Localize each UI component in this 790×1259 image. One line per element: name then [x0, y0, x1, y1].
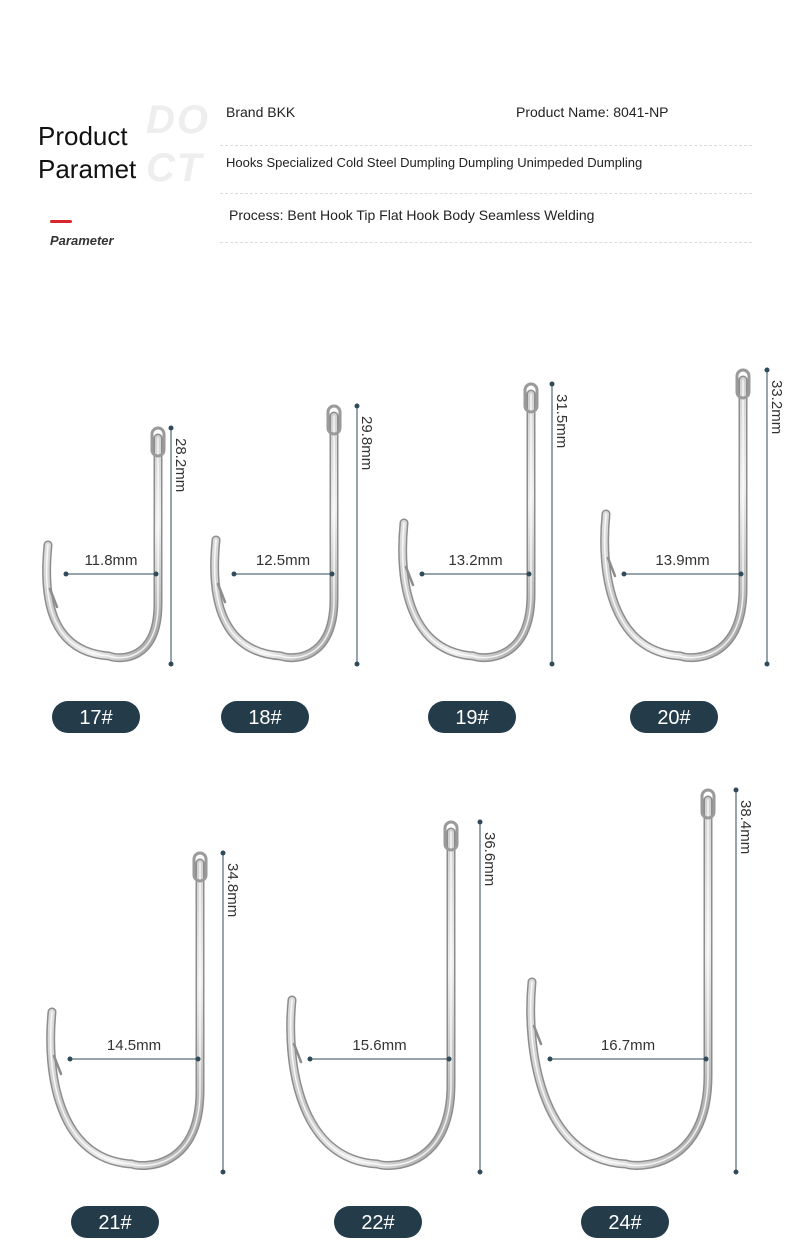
hook-1 — [47, 426, 189, 734]
length-dimension-end — [550, 382, 555, 387]
hook-3 — [403, 382, 570, 734]
hook-6 — [291, 820, 498, 1239]
hook-body — [403, 394, 531, 658]
hook-highlight — [51, 863, 200, 1166]
hook-highlight — [47, 438, 158, 658]
width-label: 13.2mm — [448, 552, 503, 569]
width-dimension-end — [68, 1057, 73, 1062]
hook-4 — [605, 368, 785, 734]
hook-7 — [531, 788, 754, 1239]
product-name-text: Product Name: 8041-NP — [516, 104, 669, 120]
width-dimension-end — [196, 1057, 201, 1062]
width-dimension-end — [622, 572, 627, 577]
length-dimension-end — [765, 662, 770, 667]
length-dimension-end — [169, 426, 174, 431]
width-label: 11.8mm — [84, 552, 138, 569]
width-dimension-end — [64, 572, 69, 577]
length-label: 36.6mm — [481, 832, 498, 887]
size-badge-label: 17# — [79, 707, 113, 729]
section-subtitle: Parameter — [50, 233, 114, 248]
hook-body — [605, 380, 743, 658]
hook-body — [215, 416, 334, 658]
hook-body — [531, 800, 708, 1165]
size-badge-label: 18# — [248, 707, 282, 729]
watermark-line2: CT — [146, 146, 204, 190]
hook-outline — [51, 863, 200, 1166]
length-dimension-end — [478, 820, 483, 825]
width-label: 16.7mm — [600, 1037, 656, 1054]
hook-outline — [47, 438, 158, 658]
hook-outline — [403, 394, 531, 658]
length-label: 33.2mm — [768, 380, 785, 435]
hook-highlight — [531, 800, 708, 1165]
length-dimension-end — [221, 1170, 226, 1175]
width-dimension-end — [739, 572, 744, 577]
hook-outline — [215, 416, 334, 658]
hook-body — [51, 863, 200, 1166]
hook-highlight — [291, 832, 451, 1165]
length-label: 29.8mm — [358, 416, 375, 471]
watermark-line1: DO — [146, 98, 210, 142]
width-dimension-end — [704, 1057, 709, 1062]
hook-5 — [51, 851, 241, 1239]
size-badge-label: 22# — [361, 1212, 395, 1234]
process-text: Process: Bent Hook Tip Flat Hook Body Seamless Welding — [229, 207, 595, 223]
length-dimension-end — [221, 851, 226, 856]
width-dimension-end — [527, 572, 532, 577]
width-dimension-end — [232, 572, 237, 577]
length-dimension-end — [734, 1170, 739, 1175]
width-label: 13.9mm — [655, 552, 710, 569]
length-dimension-end — [169, 662, 174, 667]
width-dimension-end — [548, 1057, 553, 1062]
length-label: 28.2mm — [172, 438, 189, 493]
size-badge-label: 24# — [608, 1212, 642, 1234]
hook-body — [47, 438, 158, 658]
hook-body — [291, 832, 451, 1165]
length-dimension-end — [355, 404, 360, 409]
length-dimension-end — [478, 1170, 483, 1175]
hook-outline — [531, 800, 708, 1165]
width-dimension-end — [447, 1057, 452, 1062]
width-dimension-end — [154, 572, 159, 577]
section-title-line2: Paramet — [38, 154, 137, 184]
length-dimension-end — [355, 662, 360, 667]
width-label: 12.5mm — [255, 552, 311, 569]
section-title-line1: Product — [38, 121, 128, 151]
length-dimension-end — [765, 368, 770, 373]
width-dimension-end — [308, 1057, 313, 1062]
hook-highlight — [605, 380, 743, 658]
size-badge-label: 19# — [455, 707, 489, 729]
hook-outline — [291, 832, 451, 1165]
hook-highlight — [403, 394, 531, 658]
hook-highlight — [215, 416, 334, 658]
brand-text: Brand BKK — [226, 104, 296, 120]
length-dimension-end — [734, 788, 739, 793]
description-text: Hooks Specialized Cold Steel Dumpling Dumpling Unimpeded Dumpling — [226, 155, 643, 170]
width-label: 14.5mm — [106, 1037, 162, 1054]
size-badge-label: 21# — [98, 1212, 132, 1234]
width-dimension-end — [420, 572, 425, 577]
length-label: 34.8mm — [224, 863, 241, 918]
width-label: 15.6mm — [352, 1037, 407, 1054]
size-badge-label: 20# — [657, 707, 691, 729]
width-dimension-end — [330, 572, 335, 577]
hook-outline — [605, 380, 743, 658]
length-label: 31.5mm — [553, 394, 570, 449]
length-dimension-end — [550, 662, 555, 667]
length-label: 38.4mm — [737, 800, 754, 855]
hook-2 — [215, 404, 375, 734]
